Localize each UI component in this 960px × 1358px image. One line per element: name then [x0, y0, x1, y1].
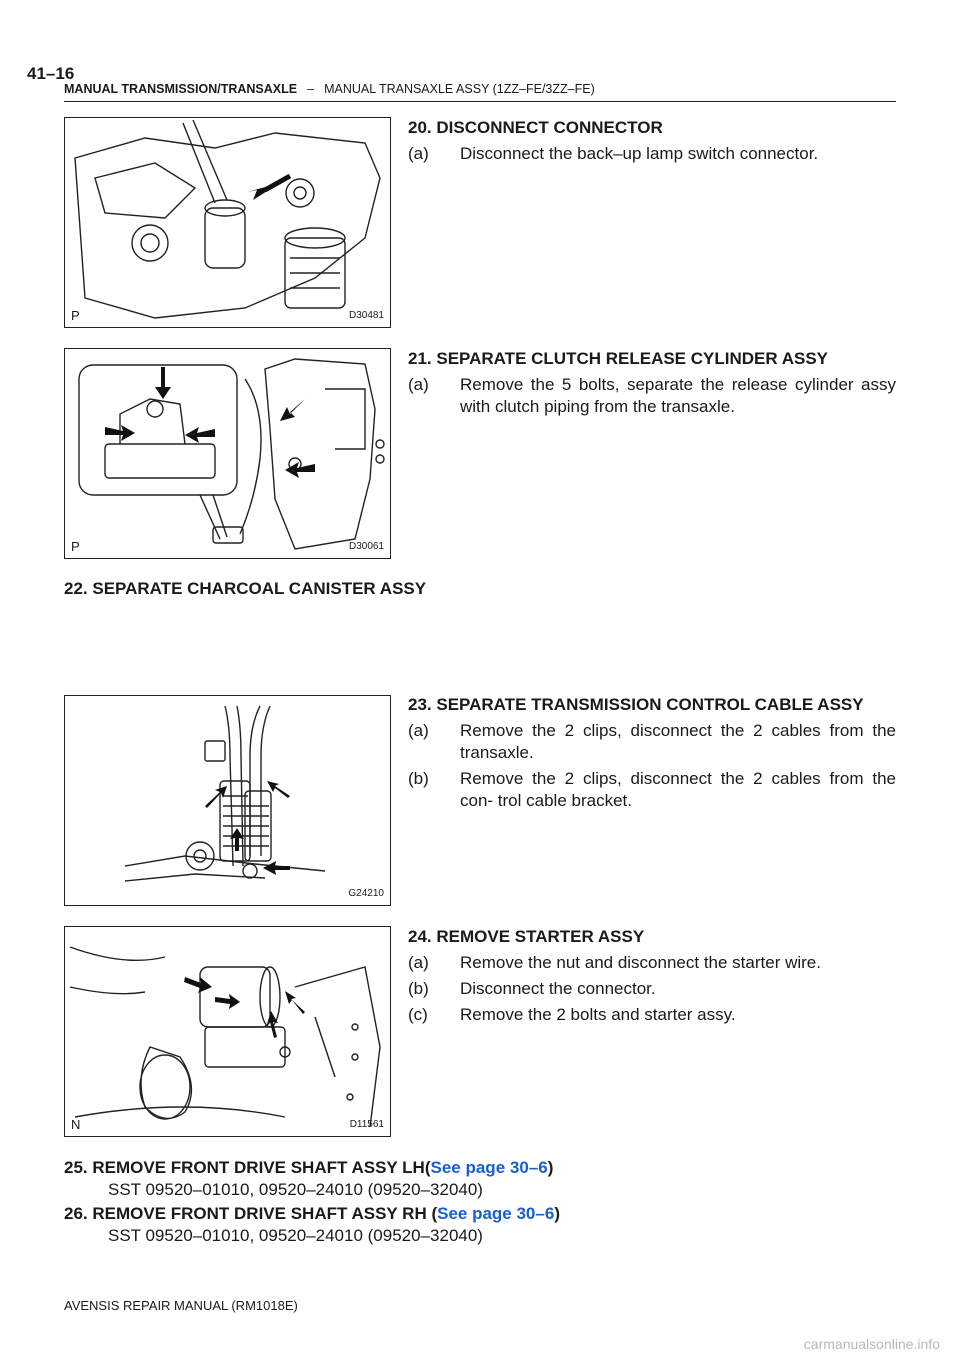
step-21-title: 21. SEPARATE CLUTCH RELEASE CYLINDER ASSY	[408, 349, 829, 368]
figure-illustration	[65, 927, 390, 1136]
step-26-title: 26. REMOVE FRONT DRIVE SHAFT ASSY RH (	[64, 1204, 438, 1223]
step-23	[408, 694, 896, 812]
step-24-c-label: (c)	[408, 1005, 428, 1024]
step-25	[64, 1157, 896, 1201]
step-23-b-label: (b)	[408, 769, 429, 788]
figure-clutch-release-cylinder	[64, 348, 391, 559]
header-section: MANUAL TRANSMISSION/TRANSAXLE	[64, 82, 298, 96]
step-23-a-text: Remove the 2 clips, disconnect the 2 cables from the transaxle.	[460, 721, 896, 762]
step-24-title: 24. REMOVE STARTER ASSY	[408, 927, 645, 946]
step-24-a-text: Remove the nut and disconnect the starter wire.	[460, 953, 821, 972]
step-26	[64, 1203, 896, 1247]
figure-illustration	[65, 349, 390, 558]
figure-mark: P	[71, 539, 80, 554]
step-25-sst: SST 09520–01010, 09520–24010 (09520–32040)	[108, 1180, 483, 1199]
step-25-close: )	[547, 1158, 554, 1177]
watermark: carmanualsonline.info	[803, 1336, 940, 1352]
step-24-b-label: (b)	[408, 979, 429, 998]
figure-mark: N	[71, 1117, 81, 1132]
step-21-a-text: Remove the 5 bolts, separate the release cylinder assy with clutch piping from the transaxle.	[460, 375, 896, 416]
step-20-title: 20. DISCONNECT CONNECTOR	[408, 118, 663, 137]
figure-code: G24210	[348, 888, 384, 899]
step-21	[408, 348, 896, 418]
step-23-b-text: Remove the 2 clips, disconnect the 2 cables from the con- trol cable bracket.	[460, 769, 896, 810]
step-20	[408, 117, 896, 165]
step-26-link[interactable]: See page 30–6	[437, 1204, 555, 1223]
figure-code: D30481	[348, 310, 384, 321]
header-subsection: MANUAL TRANSAXLE ASSY (1ZZ–FE/3ZZ–FE)	[324, 82, 595, 96]
step-25-title: 25. REMOVE FRONT DRIVE SHAFT ASSY LH(	[64, 1158, 431, 1177]
step-20-a-text: Disconnect the back–up lamp switch connector.	[460, 144, 819, 163]
figure-illustration	[65, 118, 390, 327]
step-22-title: 22. SEPARATE CHARCOAL CANISTER ASSY	[64, 579, 427, 598]
step-21-a-label: (a)	[408, 375, 429, 394]
step-25-link[interactable]: See page 30–6	[430, 1158, 548, 1177]
figure-illustration	[65, 696, 390, 905]
figure-control-cable	[64, 695, 391, 906]
step-26-sst: SST 09520–01010, 09520–24010 (09520–32040)	[108, 1226, 483, 1245]
step-23-a-label: (a)	[408, 721, 429, 740]
step-24-c-text: Remove the 2 bolts and starter assy.	[460, 1005, 736, 1024]
page-number: 41–16	[27, 64, 75, 83]
footer-manual-name: AVENSIS REPAIR MANUAL (RM1018E)	[64, 1298, 298, 1313]
figure-code: D11561	[349, 1119, 384, 1130]
figure-code: D30061	[348, 541, 384, 552]
figure-starter-assy	[64, 926, 391, 1137]
step-24-b-text: Disconnect the connector.	[460, 979, 656, 998]
step-24-a-label: (a)	[408, 953, 429, 972]
step-26-close: )	[554, 1204, 560, 1223]
header-separator: –	[307, 82, 315, 96]
step-24	[408, 926, 896, 1026]
step-23-title: 23. SEPARATE TRANSMISSION CONTROL CABLE ASSY	[408, 695, 864, 714]
figure-mark: P	[71, 308, 80, 323]
step-20-a-label: (a)	[408, 144, 429, 163]
running-header	[64, 82, 896, 96]
header-rule	[64, 101, 896, 102]
figure-back-up-lamp-switch	[64, 117, 391, 328]
